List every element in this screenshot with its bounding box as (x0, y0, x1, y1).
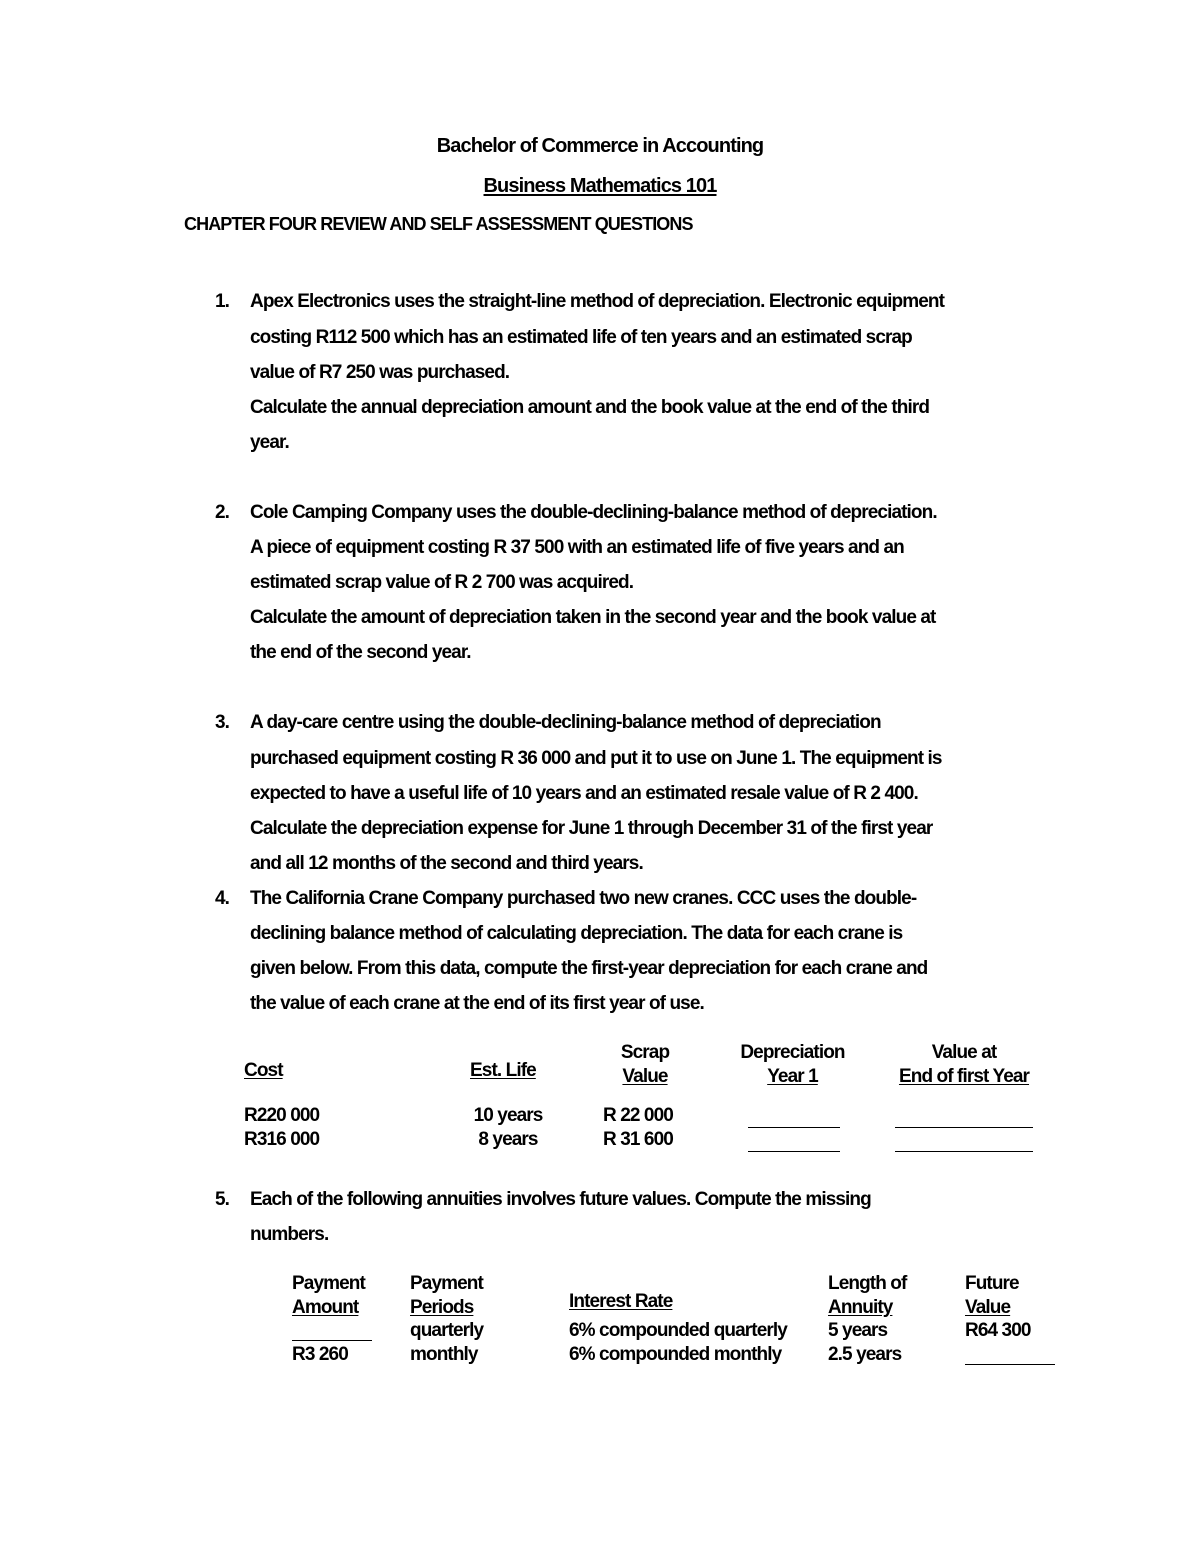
column-header-est-life: Est. Life (470, 1060, 536, 1081)
document-title: Bachelor of Commerce in Accounting (436, 135, 764, 157)
question-line: and all 12 months of the second and third years. (250, 853, 643, 874)
question-line: The California Crane Company purchased two new cranes. CCC uses the double- (250, 888, 917, 909)
column-header-payment: Payment (292, 1273, 365, 1294)
cost-cell: R316 000 (244, 1129, 320, 1150)
column-header-depreciation: Depreciation (740, 1042, 845, 1063)
column-header-scrap-value: Value (622, 1066, 668, 1087)
periods-cell: quarterly (410, 1320, 484, 1341)
column-header-end-first-year: End of first Year (898, 1066, 1030, 1087)
cost-cell: R220 000 (244, 1105, 320, 1126)
length-cell: 2.5 years (828, 1344, 902, 1365)
depreciation-answer-blank (748, 1127, 840, 1128)
column-header-annuity: Annuity (828, 1297, 893, 1318)
question-number: 1. (215, 291, 230, 312)
question-number: 5. (215, 1189, 230, 1210)
question-number: 2. (215, 502, 230, 523)
column-header-length-of: Length of (828, 1273, 907, 1294)
depreciation-answer-blank (748, 1151, 840, 1152)
column-header-payment-2: Payment (410, 1273, 483, 1294)
question-line: the value of each crane at the end of its first year of use. (250, 993, 704, 1014)
question-line: Each of the following annuities involves future values. Compute the missing (250, 1189, 871, 1210)
scrap-cell: R 22 000 (603, 1105, 673, 1126)
rate-cell: 6% compounded monthly (569, 1344, 782, 1365)
question-line: Cole Camping Company uses the double-declining-balance method of depreciation. (250, 502, 937, 523)
future-value-cell: R64 300 (965, 1320, 1031, 1341)
question-line: A piece of equipment costing R 37 500 with an estimated life of five years and an (250, 537, 904, 558)
chapter-heading: CHAPTER FOUR REVIEW AND SELF ASSESSMENT QUESTIONS (184, 214, 693, 234)
course-subtitle: Business Mathematics 101 (483, 175, 717, 197)
column-header-scrap: Scrap (620, 1042, 670, 1063)
periods-cell: monthly (410, 1344, 478, 1365)
question-line: year. (250, 432, 289, 453)
question-line: A day-care centre using the double-declining-balance method of depreciation (250, 712, 881, 733)
question-line: value of R7 250 was purchased. (250, 362, 510, 383)
question-number: 3. (215, 712, 230, 733)
column-header-future: Future (965, 1273, 1019, 1294)
payment-answer-blank (292, 1340, 372, 1341)
question-line: estimated scrap value of R 2 700 was acquired. (250, 572, 634, 593)
rate-cell: 6% compounded quarterly (569, 1320, 787, 1341)
column-header-interest-rate: Interest Rate (569, 1291, 673, 1312)
question-line: numbers. (250, 1224, 329, 1245)
column-header-end-first-year-wrap (880, 1065, 1048, 1089)
life-cell: 8 years (478, 1129, 538, 1150)
question-line: given below. From this data, compute the first-year depreciation for each crane and (250, 958, 928, 979)
column-header-year1: Year 1 (767, 1066, 818, 1087)
column-header-year1-wrap (720, 1065, 865, 1089)
question-line: costing R112 500 which has an estimated life of ten years and an estimated scrap (250, 327, 912, 348)
length-cell: 5 years (828, 1320, 888, 1341)
scrap-cell: R 31 600 (603, 1129, 673, 1150)
question-line: declining balance method of calculating depreciation. The data for each crane is (250, 923, 903, 944)
column-header-value-at: Value at (931, 1042, 997, 1063)
column-header-value: Value (965, 1297, 1011, 1318)
question-line: Calculate the amount of depreciation taken in the second year and the book value at (250, 607, 936, 628)
value-answer-blank (895, 1127, 1033, 1128)
column-header-periods: Periods (410, 1297, 474, 1318)
future-value-answer-blank (965, 1364, 1055, 1365)
column-header-cost: Cost (244, 1060, 283, 1081)
column-header-amount: Amount (292, 1297, 359, 1318)
column-header-scrap-value-wrap (590, 1065, 700, 1089)
question-line: expected to have a useful life of 10 years and an estimated resale value of R 2 400. (250, 783, 918, 804)
question-line: Apex Electronics uses the straight-line method of depreciation. Electronic equipment (250, 291, 945, 312)
question-line: Calculate the depreciation expense for June 1 through December 31 of the first year (250, 818, 933, 839)
question-line: the end of the second year. (250, 642, 471, 663)
question-number: 4. (215, 888, 230, 909)
life-cell: 10 years (473, 1105, 543, 1126)
question-line: purchased equipment costing R 36 000 and put it to use on June 1. The equipment is (250, 748, 942, 769)
payment-cell: R3 260 (292, 1344, 348, 1365)
question-line: Calculate the annual depreciation amount and the book value at the end of the third (250, 397, 930, 418)
value-answer-blank (895, 1151, 1033, 1152)
